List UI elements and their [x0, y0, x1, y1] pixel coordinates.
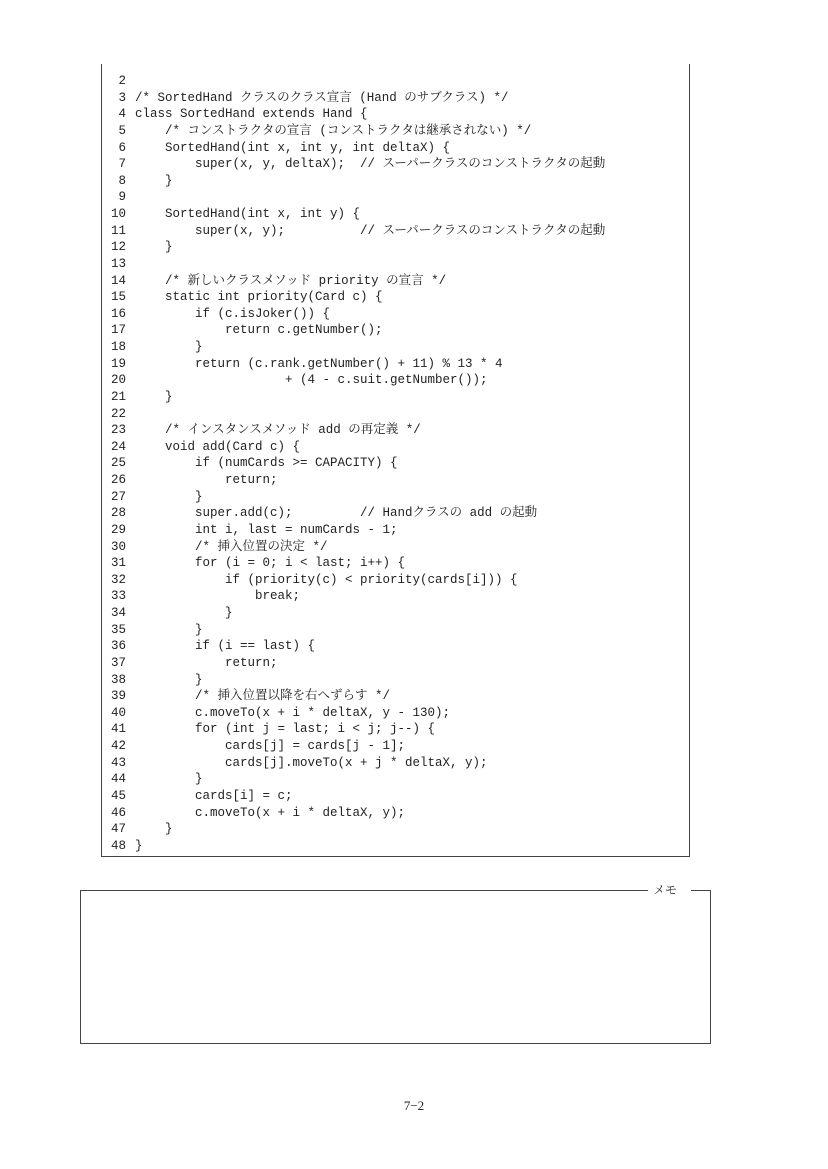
- code-text: }: [135, 838, 143, 853]
- line-number: 32: [110, 572, 126, 587]
- memo-label: メモ: [653, 883, 678, 897]
- memo-box: [80, 890, 711, 1044]
- code-line: [102, 189, 689, 206]
- code-text: break;: [135, 589, 301, 604]
- code-line: [102, 655, 689, 672]
- code-text: return;: [135, 655, 278, 670]
- code-line: [102, 572, 689, 589]
- code-text: super(x, y); // スーパークラスのコンストラクタの起動: [135, 223, 606, 238]
- code-text: SortedHand(int x, int y, int deltaX) {: [135, 140, 451, 155]
- code-text: }: [135, 340, 203, 354]
- code-text: /* インスタンスメソッド add の再定義 */: [135, 423, 421, 438]
- line-number: 11: [110, 223, 126, 238]
- line-number: 48: [110, 838, 126, 853]
- line-number: 41: [110, 722, 126, 737]
- code-text: super.add(c); // Handクラスの add の起動: [135, 506, 538, 521]
- code-text: }: [135, 672, 203, 687]
- code-text: for (int j = last; i < j; j--) {: [135, 722, 436, 737]
- line-number: 29: [110, 522, 126, 537]
- code-text: }: [135, 772, 203, 787]
- code-text: cards[j].moveTo(x + j * deltaX, y);: [135, 755, 488, 770]
- code-line: [102, 389, 689, 406]
- code-line: [102, 805, 689, 822]
- line-number: 25: [110, 456, 126, 471]
- memo-top-border: [691, 890, 710, 891]
- line-number: 36: [110, 639, 126, 654]
- line-number: 24: [110, 439, 126, 454]
- line-number: 33: [110, 589, 126, 604]
- code-line: [102, 455, 689, 472]
- code-line: [102, 106, 689, 123]
- code-text: cards[i] = c;: [135, 788, 293, 803]
- line-number: 19: [110, 356, 126, 371]
- code-line: [102, 505, 689, 522]
- code-line: [102, 755, 689, 772]
- code-line: [102, 223, 689, 240]
- code-line: [102, 788, 689, 805]
- line-number: 22: [110, 406, 126, 421]
- line-number: 39: [110, 689, 126, 704]
- line-number: 37: [110, 655, 126, 670]
- line-number: 17: [110, 323, 126, 338]
- page-number: 7−2: [403, 1098, 425, 1113]
- code-line: [102, 322, 689, 339]
- line-number: 27: [110, 489, 126, 504]
- line-number: 30: [110, 539, 126, 554]
- code-listing-box: [101, 64, 690, 857]
- code-line: [102, 539, 689, 556]
- line-number: 14: [110, 273, 126, 288]
- code-text: /* SortedHand クラスのクラス宣言 (Hand のサブクラス) */: [135, 90, 509, 105]
- code-text: if (i == last) {: [135, 639, 316, 654]
- code-line: [102, 705, 689, 722]
- code-line: [102, 489, 689, 506]
- code-line: [102, 206, 689, 223]
- line-number: 3: [118, 90, 126, 105]
- code-line: [102, 838, 689, 855]
- line-number: 40: [110, 705, 126, 720]
- code-text: return c.getNumber();: [135, 323, 383, 338]
- code-line: [102, 638, 689, 655]
- code-text: if (c.isJoker()) {: [135, 306, 331, 321]
- line-number: 28: [110, 506, 126, 521]
- code-line: [102, 306, 689, 323]
- line-number: 44: [110, 772, 126, 787]
- line-number: 6: [118, 140, 126, 155]
- line-number: 45: [110, 788, 126, 803]
- line-number: 21: [110, 389, 126, 404]
- code-text: class SortedHand extends Hand {: [135, 107, 368, 122]
- code-text: }: [135, 822, 173, 837]
- line-number: 18: [110, 340, 126, 354]
- code-line: [102, 472, 689, 489]
- code-text: int i, last = numCards - 1;: [135, 522, 398, 537]
- code-line: [102, 239, 689, 256]
- code-text: if (priority(c) < priority(cards[i])) {: [135, 572, 518, 587]
- code-text: void add(Card c) {: [135, 439, 301, 454]
- code-line: [102, 721, 689, 738]
- code-text: return (c.rank.getNumber() + 11) % 13 * 4: [135, 356, 503, 371]
- line-number: 4: [118, 107, 126, 122]
- code-line: [102, 356, 689, 373]
- line-number: 23: [110, 423, 126, 438]
- line-number: 12: [110, 240, 126, 255]
- code-line: [102, 821, 689, 838]
- code-line: [102, 771, 689, 788]
- code-text: /* 挿入位置以降を右へずらす */: [135, 689, 391, 704]
- code-text: }: [135, 173, 173, 188]
- code-text: }: [135, 606, 233, 620]
- code-line: [102, 273, 689, 290]
- line-number: 13: [110, 256, 126, 271]
- line-number: 31: [110, 556, 126, 571]
- code-text: /* 挿入位置の決定 */: [135, 539, 328, 554]
- code-line: [102, 123, 689, 140]
- code-line: [102, 672, 689, 689]
- code-line: [102, 339, 689, 356]
- line-number: 15: [110, 290, 126, 305]
- line-number: 16: [110, 306, 126, 321]
- code-text: for (i = 0; i < last; i++) {: [135, 556, 406, 571]
- code-text: c.moveTo(x + i * deltaX, y - 130);: [135, 705, 451, 720]
- code-text: }: [135, 622, 203, 637]
- code-line: [102, 90, 689, 107]
- line-number: 34: [110, 606, 126, 620]
- code-line: [102, 605, 689, 622]
- code-text: }: [135, 240, 173, 255]
- code-text: }: [135, 489, 203, 504]
- memo-top-border: [80, 890, 648, 891]
- code-line: [102, 622, 689, 639]
- code-line: [102, 555, 689, 572]
- line-number: 5: [118, 123, 126, 138]
- code-text: /* 新しいクラスメソッド priority の宣言 */: [135, 273, 447, 288]
- line-number: 20: [110, 373, 126, 388]
- line-number: 10: [110, 207, 126, 221]
- line-number: 42: [110, 739, 126, 753]
- line-number: 9: [118, 190, 126, 205]
- line-number: 26: [110, 473, 126, 487]
- code-line: [102, 439, 689, 456]
- code-line: [102, 372, 689, 389]
- line-number: 8: [118, 173, 126, 188]
- code-text: c.moveTo(x + i * deltaX, y);: [135, 805, 406, 820]
- code-line: [102, 73, 689, 90]
- line-number: 43: [110, 755, 126, 770]
- code-line: [102, 406, 689, 423]
- code-text: }: [135, 389, 173, 404]
- code-text: SortedHand(int x, int y) {: [135, 207, 361, 221]
- line-number: 2: [118, 74, 126, 88]
- code-text: cards[j] = cards[j - 1];: [135, 739, 406, 753]
- code-line: [102, 173, 689, 190]
- code-line: [102, 738, 689, 755]
- line-number: 7: [118, 157, 126, 172]
- code-lines: [102, 73, 689, 854]
- code-text: super(x, y, deltaX); // スーパークラスのコンストラクタの起動: [135, 157, 606, 172]
- code-text: if (numCards >= CAPACITY) {: [135, 456, 398, 471]
- code-line: [102, 422, 689, 439]
- line-number: 38: [110, 672, 126, 687]
- code-line: [102, 522, 689, 539]
- line-number: 35: [110, 622, 126, 637]
- line-number: 46: [110, 805, 126, 820]
- code-text: /* コンストラクタの宣言 (コンストラクタは継承されない) */: [135, 123, 532, 138]
- code-line: [102, 256, 689, 273]
- code-line: [102, 688, 689, 705]
- code-text: + (4 - c.suit.getNumber());: [135, 373, 488, 388]
- code-line: [102, 156, 689, 173]
- code-line: [102, 588, 689, 605]
- code-text: return;: [135, 473, 278, 487]
- code-text: static int priority(Card c) {: [135, 290, 383, 305]
- code-line: [102, 289, 689, 306]
- code-line: [102, 140, 689, 157]
- line-number: 47: [110, 822, 126, 837]
